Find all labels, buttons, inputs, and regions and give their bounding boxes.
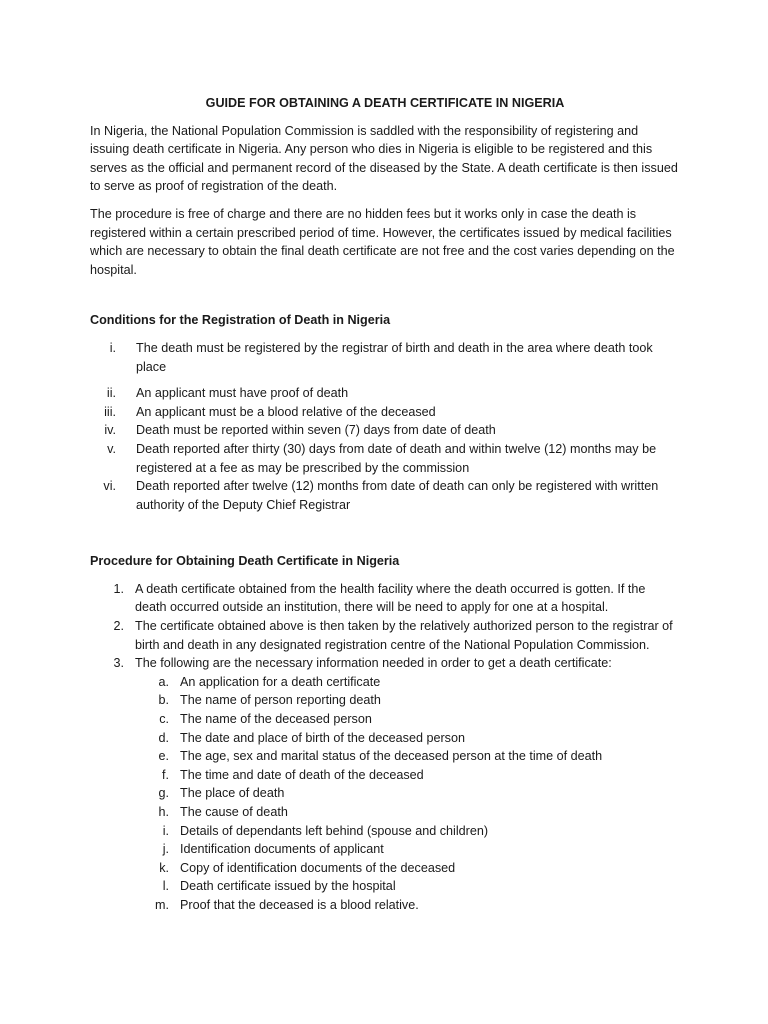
list-marker: i. bbox=[109, 340, 116, 355]
list-item bbox=[90, 421, 680, 440]
list-item-text: The name of the deceased person bbox=[180, 712, 372, 727]
list-item-text: Details of dependants left behind (spouse and children) bbox=[180, 823, 489, 838]
list-marker: vi. bbox=[103, 479, 116, 494]
list-marker: j. bbox=[162, 842, 169, 857]
list-item-text: An applicant must have proof of death bbox=[136, 386, 349, 401]
procedure-list bbox=[90, 580, 680, 673]
list-marker: i. bbox=[162, 823, 169, 838]
intro-paragraph-1: In Nigeria, the National Population Commission is saddled with the responsibility of registering and issuing death certificate in Nigeria. Any person who dies in Nigeria is eligible to be registered and this serves as the official and permanent record of the diseased by the State. A death certificate is then issued to serve as proof of registration of the death. bbox=[90, 123, 678, 194]
list-marker: m. bbox=[155, 897, 169, 912]
list-item-text: The death must be registered by the registrar of birth and death in the area where death took place bbox=[136, 340, 653, 374]
list-item bbox=[90, 822, 680, 841]
list-item bbox=[90, 477, 680, 514]
list-marker: d. bbox=[158, 730, 169, 745]
list-item-text: The place of death bbox=[180, 786, 285, 801]
list-marker: g. bbox=[158, 786, 169, 801]
list-item-text: The following are the necessary information needed in order to get a death certificate: bbox=[135, 656, 612, 671]
list-item-text: A death certificate obtained from the health facility where the death occurred is gotten. If the death occurred outside an institution, there will be need to apply for one at a hospital. bbox=[135, 581, 646, 615]
list-item bbox=[90, 403, 680, 422]
list-marker: k. bbox=[159, 860, 169, 875]
list-item-text: Identification documents of applicant bbox=[180, 842, 384, 857]
list-item-text: The time and date of death of the deceased bbox=[180, 767, 424, 782]
list-item bbox=[90, 896, 680, 915]
list-item bbox=[90, 617, 680, 654]
required-information-list bbox=[90, 673, 680, 915]
list-marker: ii. bbox=[106, 386, 116, 401]
list-item-text: Death reported after twelve (12) months from date of death can only be registered with written authority of the Deputy Chief Registrar bbox=[136, 479, 659, 512]
list-marker: iii. bbox=[104, 404, 116, 419]
list-item bbox=[90, 384, 680, 403]
list-item bbox=[90, 691, 680, 710]
list-item bbox=[90, 440, 680, 477]
list-marker: 2. bbox=[113, 619, 124, 634]
list-item-text: The certificate obtained above is then taken by the relatively authorized person to the registrar of birth and death in any designated registration centre of the National Population Commission. bbox=[135, 619, 673, 652]
list-marker: f. bbox=[162, 767, 169, 782]
conditions-heading: Conditions for the Registration of Death in Nigeria bbox=[90, 313, 391, 328]
list-marker: a. bbox=[158, 674, 169, 689]
list-item bbox=[90, 840, 680, 859]
list-item bbox=[90, 673, 680, 692]
list-marker: e. bbox=[158, 749, 169, 764]
document-title: GUIDE FOR OBTAINING A DEATH CERTIFICATE IN NIGERIA bbox=[205, 96, 565, 110]
list-marker: b. bbox=[158, 693, 169, 708]
list-item bbox=[90, 859, 680, 878]
list-item-text: Death reported after thirty (30) days from date of death and within twelve (12) months may be registered at a fee as may be prescribed by the commission bbox=[136, 441, 657, 475]
list-item bbox=[90, 877, 680, 896]
list-item bbox=[90, 339, 680, 376]
list-marker: 1. bbox=[113, 581, 124, 596]
list-marker: 3. bbox=[113, 656, 124, 671]
list-item-text: The cause of death bbox=[180, 805, 288, 819]
list-item bbox=[90, 766, 680, 785]
list-item-text: The name of person reporting death bbox=[180, 693, 381, 708]
list-item-text: The age, sex and marital status of the deceased person at the time of death bbox=[180, 749, 603, 764]
list-item-text: An applicant must be a blood relative of the deceased bbox=[136, 404, 436, 419]
list-marker: l. bbox=[162, 879, 169, 894]
intro-paragraph-2: The procedure is free of charge and there are no hidden fees but it works only in case the death is registered within a certain prescribed period of time. However, the certificates issued by medical facilities which are necessary to obtain the final death certificate are not free and the cost varies depending on the hospital. bbox=[90, 206, 675, 277]
list-marker: iv. bbox=[104, 423, 116, 438]
list-item-text: Death certificate issued by the hospital bbox=[180, 879, 396, 894]
list-item bbox=[90, 654, 680, 673]
list-item-text: An application for a death certificate bbox=[180, 674, 381, 689]
list-marker: v. bbox=[107, 441, 116, 456]
list-item bbox=[90, 784, 680, 803]
list-item bbox=[90, 580, 680, 617]
conditions-list bbox=[90, 339, 680, 514]
list-item bbox=[90, 710, 680, 729]
document-page bbox=[90, 94, 680, 915]
list-item bbox=[90, 729, 680, 748]
list-item-text: Death must be reported within seven (7) days from date of death bbox=[136, 423, 496, 438]
list-item-text: Proof that the deceased is a blood relative. bbox=[180, 897, 419, 912]
list-item bbox=[90, 803, 680, 822]
list-item bbox=[90, 747, 680, 766]
list-marker: h. bbox=[158, 805, 169, 819]
list-item-text: The date and place of birth of the deceased person bbox=[180, 730, 465, 745]
list-marker: c. bbox=[159, 712, 169, 727]
list-item-text: Copy of identification documents of the deceased bbox=[180, 860, 456, 875]
procedure-heading: Procedure for Obtaining Death Certificate in Nigeria bbox=[90, 554, 400, 569]
